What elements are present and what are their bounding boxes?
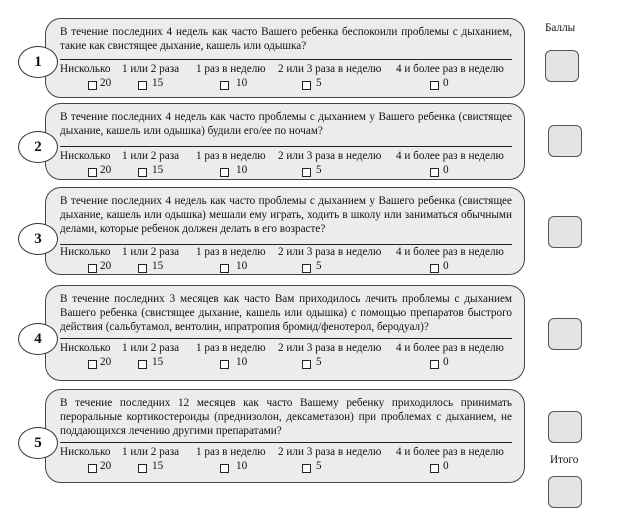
option-score: 5 bbox=[316, 356, 322, 368]
option-score: 10 bbox=[236, 77, 248, 89]
option-label: 2 или 3 раза в неделю bbox=[278, 63, 382, 75]
option-label: Нисколько bbox=[60, 150, 111, 162]
question-text: В течение последних 12 месяцев как часто Вашему ребенку приходилось принимать пероральные кортикостероиды (преднизолон, дексаметазон) при проблемах с дыханием, не поддающихся лечению другими препаратами? bbox=[60, 397, 512, 437]
question-number-badge: 4 bbox=[18, 323, 58, 355]
option-score: 0 bbox=[443, 164, 449, 176]
option-label: 4 и более раз в неделю bbox=[396, 63, 504, 75]
question-number-badge: 2 bbox=[18, 131, 58, 163]
question-4 bbox=[45, 285, 525, 381]
option-checkbox[interactable] bbox=[138, 464, 147, 473]
question-text: В течение последних 4 недель как часто проблемы с дыханием у Вашего ребенка (свистящее дыхание, кашель или одышка) будили его/ее по ночам? bbox=[60, 111, 512, 137]
option-checkbox[interactable] bbox=[88, 264, 97, 273]
option-label: Нисколько bbox=[60, 342, 111, 354]
option-checkbox[interactable] bbox=[430, 464, 439, 473]
question-number-badge: 1 bbox=[18, 46, 58, 78]
option-checkbox[interactable] bbox=[88, 81, 97, 90]
points-box[interactable] bbox=[548, 125, 582, 157]
option-score: 20 bbox=[100, 460, 112, 472]
option-checkbox[interactable] bbox=[220, 464, 229, 473]
option-score: 10 bbox=[236, 356, 248, 368]
option-label: 1 или 2 раза bbox=[122, 63, 180, 75]
option-score: 20 bbox=[100, 260, 112, 272]
option-checkbox[interactable] bbox=[302, 168, 311, 177]
option-score: 5 bbox=[316, 77, 322, 89]
option-score: 0 bbox=[443, 260, 449, 272]
option-checkbox[interactable] bbox=[302, 264, 311, 273]
option-label: 2 или 3 раза в неделю bbox=[278, 150, 382, 162]
option-label: 1 или 2 раза bbox=[122, 342, 180, 354]
option-checkbox[interactable] bbox=[302, 464, 311, 473]
option-checkbox[interactable] bbox=[138, 168, 147, 177]
separator-line bbox=[60, 442, 512, 443]
option-checkbox[interactable] bbox=[88, 464, 97, 473]
question-text: В течение последних 4 недель как часто Вашего ребенка беспокоили проблемы с дыханием, такие как свистящее дыхание, кашель или одышка? bbox=[60, 26, 512, 52]
separator-line bbox=[60, 338, 512, 339]
points-box[interactable] bbox=[548, 318, 582, 350]
option-checkbox[interactable] bbox=[138, 264, 147, 273]
question-number-badge: 3 bbox=[18, 223, 58, 255]
option-label: 2 или 3 раза в неделю bbox=[278, 446, 382, 458]
option-score: 15 bbox=[152, 460, 164, 472]
option-label: 4 и более раз в неделю bbox=[396, 342, 504, 354]
option-score: 10 bbox=[236, 460, 248, 472]
question-text: В течение последних 4 недель как часто проблемы с дыханием у Вашего ребенка (свистящее дыхание, кашель или одышка) мешали ему играть, ходить в школу или заниматься обычными делами, которые ребенок должен делать в его возрасте? bbox=[60, 195, 512, 235]
points-box[interactable] bbox=[548, 411, 582, 443]
option-label: Нисколько bbox=[60, 246, 111, 258]
option-label: 1 или 2 раза bbox=[122, 446, 180, 458]
option-score: 5 bbox=[316, 460, 322, 472]
option-checkbox[interactable] bbox=[138, 360, 147, 369]
option-label: 2 или 3 раза в неделю bbox=[278, 342, 382, 354]
separator-line bbox=[60, 146, 512, 147]
option-checkbox[interactable] bbox=[220, 81, 229, 90]
option-score: 5 bbox=[316, 260, 322, 272]
option-checkbox[interactable] bbox=[220, 360, 229, 369]
option-label: Нисколько bbox=[60, 446, 111, 458]
question-number-badge: 5 bbox=[18, 427, 58, 459]
total-score-box[interactable] bbox=[548, 476, 582, 508]
points-header: Баллы bbox=[545, 22, 576, 34]
option-checkbox[interactable] bbox=[88, 360, 97, 369]
option-score: 0 bbox=[443, 460, 449, 472]
option-label: 1 раз в неделю bbox=[196, 246, 266, 258]
option-score: 10 bbox=[236, 260, 248, 272]
option-checkbox[interactable] bbox=[138, 81, 147, 90]
option-label: 4 и более раз в неделю bbox=[396, 446, 504, 458]
option-score: 20 bbox=[100, 77, 112, 89]
option-label: 2 или 3 раза в неделю bbox=[278, 246, 382, 258]
question-3 bbox=[45, 187, 525, 275]
question-text: В течение последних 3 месяцев как часто Вам приходилось лечить проблемы с дыханием Вашего ребенка (свистящее дыхание, кашель или одышка) с помощью препаратов быстрого действия (сальбутамол, вентолин, ипратропия бромид/фенотерол, беродуал)? bbox=[60, 293, 512, 333]
question-1 bbox=[45, 18, 525, 98]
separator-line bbox=[60, 59, 512, 60]
option-label: 1 или 2 раза bbox=[122, 246, 180, 258]
option-label: 1 или 2 раза bbox=[122, 150, 180, 162]
points-box[interactable] bbox=[548, 216, 582, 248]
option-checkbox[interactable] bbox=[430, 360, 439, 369]
option-score: 0 bbox=[443, 77, 449, 89]
option-score: 15 bbox=[152, 356, 164, 368]
points-box[interactable] bbox=[545, 50, 579, 82]
total-header: Итого bbox=[550, 454, 579, 466]
question-5 bbox=[45, 389, 525, 483]
option-checkbox[interactable] bbox=[88, 168, 97, 177]
option-checkbox[interactable] bbox=[430, 168, 439, 177]
option-checkbox[interactable] bbox=[430, 264, 439, 273]
option-checkbox[interactable] bbox=[302, 360, 311, 369]
option-label: 1 раз в неделю bbox=[196, 63, 266, 75]
option-score: 10 bbox=[236, 164, 248, 176]
option-checkbox[interactable] bbox=[220, 168, 229, 177]
option-score: 0 bbox=[443, 356, 449, 368]
option-label: 1 раз в неделю bbox=[196, 446, 266, 458]
option-label: Нисколько bbox=[60, 63, 111, 75]
separator-line bbox=[60, 244, 512, 245]
option-label: 1 раз в неделю bbox=[196, 342, 266, 354]
question-2 bbox=[45, 103, 525, 180]
option-score: 5 bbox=[316, 164, 322, 176]
option-score: 15 bbox=[152, 164, 164, 176]
option-label: 4 и более раз в неделю bbox=[396, 150, 504, 162]
option-checkbox[interactable] bbox=[220, 264, 229, 273]
option-score: 15 bbox=[152, 77, 164, 89]
option-score: 15 bbox=[152, 260, 164, 272]
option-checkbox[interactable] bbox=[302, 81, 311, 90]
option-score: 20 bbox=[100, 356, 112, 368]
option-checkbox[interactable] bbox=[430, 81, 439, 90]
option-score: 20 bbox=[100, 164, 112, 176]
option-label: 4 и более раз в неделю bbox=[396, 246, 504, 258]
option-label: 1 раз в неделю bbox=[196, 150, 266, 162]
